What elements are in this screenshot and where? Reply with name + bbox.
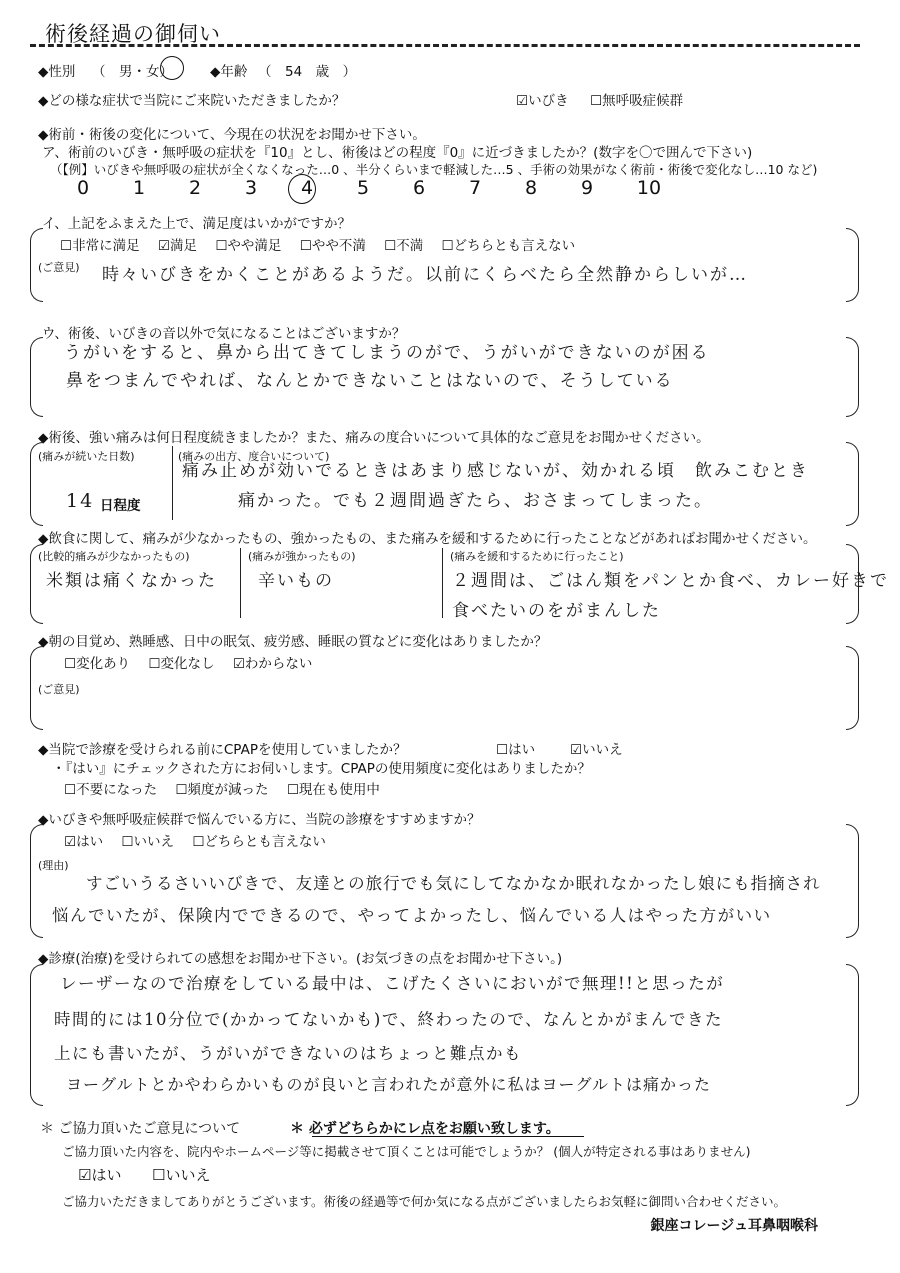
q2b-opinion-label: (ご意見) [38, 261, 80, 274]
scale-7[interactable]: 7 [468, 177, 482, 199]
clinic-name: 銀座コレージュ耳鼻咽喉科 [650, 1218, 818, 1234]
q5-option-unknown[interactable]: ☑わからない [232, 656, 313, 672]
footer-heading-right: ＊ 必ずどちらかにレ点をお願い致します。 [290, 1121, 560, 1137]
q3-divider [172, 446, 173, 520]
q4-divider-1 [240, 548, 241, 618]
footer-option-yes[interactable]: ☑はい [78, 1166, 122, 1184]
scale-8[interactable]: 8 [524, 177, 538, 199]
q7-option-neither[interactable]: ☐どちらとも言えない [192, 834, 326, 850]
q7-bracket-left [30, 824, 43, 938]
q8-line3: 上にも書いたが、うがいができないのはちょっと難点かも [54, 1044, 522, 1063]
footer-heading-underline [312, 1136, 584, 1137]
q4-less-value: 米類は痛くなかった [46, 571, 217, 591]
q3-bracket-right [846, 442, 859, 526]
footer-question: ご協力頂いた内容を、院内やホームページ等に掲載させて頂くことは可能でしょうか？ (個人が特定される事はありません) [62, 1144, 751, 1159]
scale-5[interactable]: 5 [356, 177, 370, 199]
scale-3[interactable]: 3 [244, 177, 258, 199]
q3-days-value: 14 [66, 490, 95, 512]
q8-bracket-left [30, 964, 43, 1106]
q2c-line2: 鼻をつまんでやれば、なんとかできないことはないので、そうしている [66, 371, 674, 391]
q1-option-apnea[interactable]: ☐無呼吸症候群 [590, 93, 684, 109]
scale-0[interactable]: 0 [76, 177, 90, 199]
footer-option-no[interactable]: ☐いいえ [152, 1166, 211, 1184]
q4-strong-value: 辛いもの [258, 571, 334, 591]
q2b-bracket-right [846, 228, 859, 302]
q7-reason-label: (理由) [38, 859, 69, 872]
q1-text: ◆どの様な症状で当院にご来院いただきましたか？ [38, 93, 346, 109]
q2b-opinion: 時々いびきをかくことがあるようだ。以前にくらべたら全然静からしいが… [102, 265, 748, 285]
q7-option-no[interactable]: ☐いいえ [121, 834, 175, 850]
page-title: 術後経過の御伺い [45, 22, 221, 46]
gender-label: ◆性別 [38, 64, 76, 80]
q4-less-label: (比較的痛みが少なかったもの) [38, 550, 190, 563]
q4-relief-line2: 食べたいのをがまんした [452, 601, 661, 621]
q5-option-changed[interactable]: ☐変化あり [64, 656, 131, 672]
q4-divider-2 [442, 548, 443, 618]
sat-option-unsat[interactable]: ☐不満 [384, 238, 424, 254]
q7-reason-line1: すごいうるさいいびきで、友達との旅行でも気にしてなかなか眠れなかったし娘にも指摘され [86, 874, 821, 893]
footer-thanks: ご協力いただきましてありがとうございます。術後の経過等で何か気になる点がございましたらお気軽に御問い合わせください。 [62, 1194, 787, 1209]
q7-bracket-right [846, 824, 859, 938]
q3-text: ◆術後、強い痛みは何日程度続きましたか？また、痛みの度合いについて具体的なご意見をお聞かせください。 [38, 430, 710, 446]
q8-line2: 時間的には10分位で(かかってないかも)で、終わったので、なんとかがまんできた [54, 1010, 724, 1029]
q1-option-snoring[interactable]: ☑いびき [516, 93, 569, 109]
q2c-bracket-left [30, 337, 43, 417]
sat-option-satisfied[interactable]: ☑満足 [157, 238, 198, 254]
q6-option-yes[interactable]: ☐はい [496, 742, 536, 758]
q2-sub-c: ウ、術後、いびきの音以外で気になることはございますか？ [42, 326, 406, 342]
q6-sub-options [64, 778, 394, 798]
q7-options [64, 830, 340, 850]
q5-options [64, 652, 326, 672]
scale-2[interactable]: 2 [188, 177, 202, 199]
q5-opinion-label: (ご意見) [38, 683, 80, 696]
q2-text: ◆術前・術後の変化について、今現在の状況をお聞かせ下さい。 [38, 127, 426, 143]
scale-10[interactable]: 10 [636, 177, 662, 199]
scale-4[interactable]: 4 [300, 177, 314, 199]
satisfaction-options [60, 234, 589, 254]
q3-detail-label: (痛みの出方、度合いについて) [178, 450, 330, 463]
q2c-bracket-right [846, 337, 859, 417]
q6-text: ◆当院で診療を受けられる前にCPAPを使用していましたか？ [38, 742, 407, 758]
cpap-option-unneeded[interactable]: ☐不要になった [64, 782, 158, 798]
age-value: （ 54 歳 ） [258, 64, 357, 80]
gender-value: （ 男・女） [92, 64, 173, 80]
q2-example: （【例】いびきや無呼吸の症状が全くなくなった…0 、半分くらいまで軽減した…5 、手術の効果がなく術前・術後で変化なし…10 など) [50, 162, 818, 177]
scale-9[interactable]: 9 [580, 177, 594, 199]
gender-circle [160, 56, 184, 80]
q5-option-unchanged[interactable]: ☐変化なし [148, 656, 215, 672]
scale-6[interactable]: 6 [412, 177, 426, 199]
q5-text: ◆朝の目覚め、熟睡感、日中の眠気、疲労感、睡眠の質などに変化はありましたか？ [38, 634, 548, 650]
age-label: ◆年齢 [210, 64, 248, 80]
sat-option-somewhat[interactable]: ☐やや満足 [215, 238, 282, 254]
cpap-option-still[interactable]: ☐現在も使用中 [286, 782, 380, 798]
q8-bracket-right [846, 964, 859, 1106]
q5-bracket-right [846, 646, 859, 730]
q4-relief-label: (痛みを緩和するために行ったこと) [450, 550, 624, 563]
q2c-line1: うがいをすると、鼻から出てきてしまうのがで、うがいができないのが困る [64, 343, 710, 363]
q3-days-label: (痛みが続いた日数) [38, 450, 135, 463]
sat-option-slightly-unsat[interactable]: ☐やや不満 [299, 238, 366, 254]
cpap-option-less[interactable]: ☐頻度が減った [175, 782, 269, 798]
q7-option-yes[interactable]: ☑はい [64, 834, 104, 850]
title-divider [30, 44, 860, 47]
q2-sub-b: イ、上記をふまえた上で、満足度はいかがですか？ [42, 216, 352, 232]
scale-1[interactable]: 1 [132, 177, 146, 199]
q7-text: ◆いびきや無呼吸症候群で悩んでいる方に、当院の診療をすすめますか？ [38, 812, 481, 828]
q6-sub: ・『はい』にチェックされた方にお伺いします。CPAPの使用頻度に変化はありましたか？ [52, 761, 591, 777]
footer-heading-left: ＊ ご協力頂いたご意見について [40, 1121, 241, 1137]
sat-option-very[interactable]: ☐非常に満足 [60, 238, 140, 254]
q4-text: ◆飲食に関して、痛みが少なかったもの、強かったもの、また痛みを緩和するために行ったことなどがあればお聞かせください。 [38, 531, 817, 547]
q8-text: ◆診療(治療)を受けられての感想をお聞かせ下さい。(お気づきの点をお聞かせ下さい。) [38, 951, 563, 967]
q3-days-unit: 日程度 [100, 498, 141, 514]
q3-detail-line1: 痛み止めが効いでるときはあまり感じないが、効かれる頃 飲みこむとき [182, 461, 809, 481]
q2-sub-a: ア、術前のいびき・無呼吸の症状を『10』とし、術後はどの程度『0』に近づきましたか？(数字を〇で囲んで下さい) [42, 145, 753, 161]
q3-detail-line2: 痛かった。でも２週間過ぎたら、おさまってしまった。 [238, 491, 713, 511]
sat-option-neither[interactable]: ☐どちらとも言えない [441, 238, 576, 254]
q4-relief-line1: ２週間は、ごはん類をパンとか食べ、カレー好きで [452, 571, 889, 591]
q8-line4: ヨーグルトとかやわらかいものが良いと言われたが意外に私はヨーグルトは痛かった [66, 1075, 712, 1094]
q7-reason-line2: 悩んでいたが、保険内でできるので、やってよかったし、悩んでいる人はやった方がいい [52, 906, 772, 925]
scale-selection-circle [288, 174, 316, 204]
q6-option-no[interactable]: ☑いいえ [570, 742, 623, 758]
q4-strong-label: (痛みが強かったもの) [248, 550, 356, 563]
q8-line1: レーザーなので治療をしている最中は、こげたくさいにおいがで無理!!と思ったが [60, 974, 725, 993]
